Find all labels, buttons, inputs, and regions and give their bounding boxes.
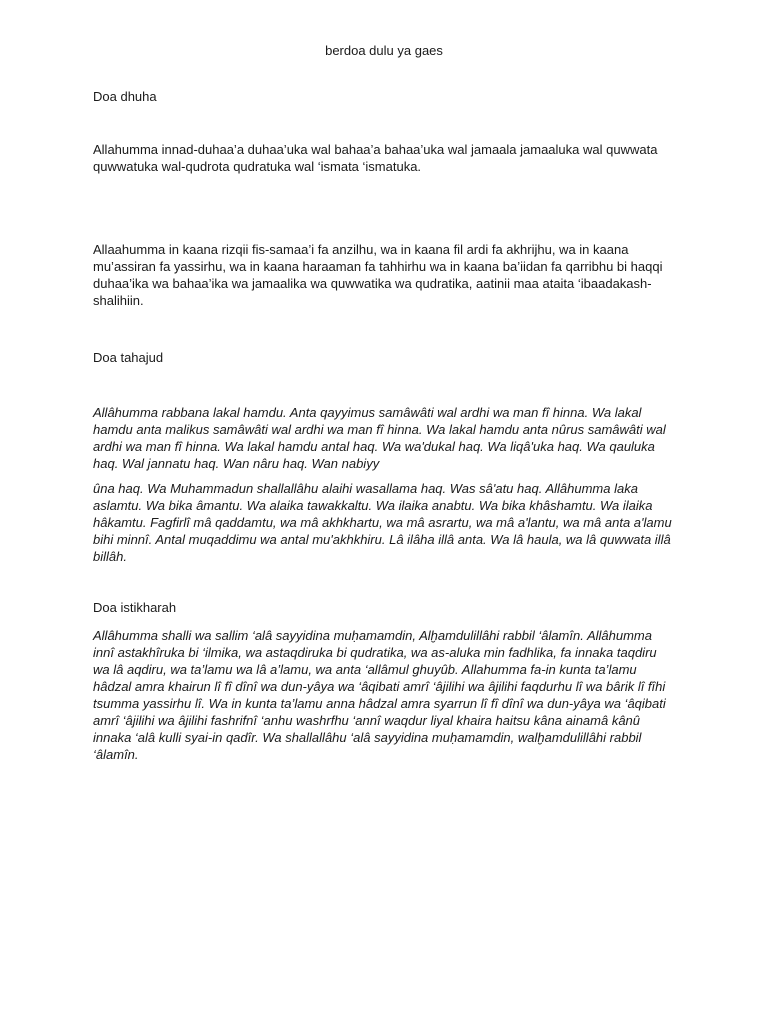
paragraph-text: Allâhumma shalli wa sallim ‘alâ sayyidina muḥamamdin, Alḫamdulillâhi rabbil ‘âlamîn. Allâhumma innî astakhîruka bi ‘ilmika, wa astaqdiruka bi qudratika, wa as-aluka min fadhlika, fa innaka taqdiru wa lâ aqdiru, wa ta’lamu wa lâ a’lamu, wa anta ‘allâmul ghuyûb. Allahumma fa-in kunta ta’lamu hâdzal amra khairun lî fî dînî wa dun-yâya wa ‘âqibati amrî ‘âjilihi wa âjilihi faqdurhu lî wa bârik lî fîhi tsumma yassirhu lî. Wa in kunta ta’lamu anna hâdzal amra syarrun lî fî dînî wa dun-yâya wa ‘âqibati amrî ‘âjilihi wa âjilihi fashrifnî ‘anhu washrfhu ‘annî waqdur liyal khaira haitsu kâna ainamâ kânû innaka ‘alâ kulli syai-in qadîr. Wa shallallâhu ‘alâ sayyidina muḥamamdin, walḫamdulillâhi rabbil ‘âlamîn. (93, 628, 666, 762)
paragraph-text: ûna haq. Wa Muhammadun shallallâhu alaihi wasallama haq. Was sâ'atu haq. Allâhumma laka aslamtu. Wa bika âmantu. Wa alaika tawakkaltu. Wa ilaika anabtu. Wa bika khâshamtu. Wa ilaika hâkamtu. Fagfirlî mâ qaddamtu, wa mâ akhkhartu, wa mâ asrartu, wa mâ a'lantu, wa mâ anta a'lamu bihi minnî. Antal muqaddimu wa antal mu'akhkhiru. Lâ ilâha illâ anta. Wa lâ haula, wa lâ quwwata illâ billâh. (93, 481, 672, 564)
heading-doa-tahajud: Doa tahajud (93, 350, 164, 365)
paragraph-text: Allaahumma in kaana rizqii fis-samaa’i fa anzilhu, wa in kaana fil ardi fa akhrijhu, wa in kaana mu’assiran fa yassirhu, wa in kaana haraaman fa tahhirhu wa in kaana ba’iidan fa qarribhu bi haqqi duhaa’ika wa bahaa’ika wa jamaalika wa quwwatika wa qudratika, aatinii maa ataita ‘ibaadakash-shalihiin. (93, 242, 663, 308)
paragraph-dhuha-1 (93, 141, 673, 175)
paragraph-istikharah (93, 627, 673, 763)
paragraph-text: Allâhumma rabbana lakal hamdu. Anta qayyimus samâwâti wal ardhi wa man fî hinna. Wa lakal hamdu anta malikus samâwâti wal ardhi wa man fî hinna. Wa lakal hamdu anta nûrus samâwâti wal ardhi wa man fî hinna. Wa lakal hamdu antal haq. Wa wa'dukal haq. Wa liqâ'uka haq. Wa qauluka haq. Wal jannatu haq. Wan nâru haq. Wan nabiyy (93, 405, 666, 471)
paragraph-text: Allahumma innad-duhaa’a duhaa’uka wal bahaa’a bahaa’uka wal jamaala jamaaluka wal quwwata quwwatuka wal-qudrota qudratuka wal ‘ismata ‘ismatuka. (93, 142, 658, 174)
paragraph-tahajud-2 (93, 480, 673, 565)
heading-doa-dhuha: Doa dhuha (93, 89, 157, 104)
paragraph-tahajud-1 (93, 404, 673, 472)
paragraph-dhuha-2 (93, 241, 673, 309)
heading-doa-istikharah: Doa istikharah (93, 600, 177, 615)
document-title: berdoa dulu ya gaes (325, 43, 443, 58)
